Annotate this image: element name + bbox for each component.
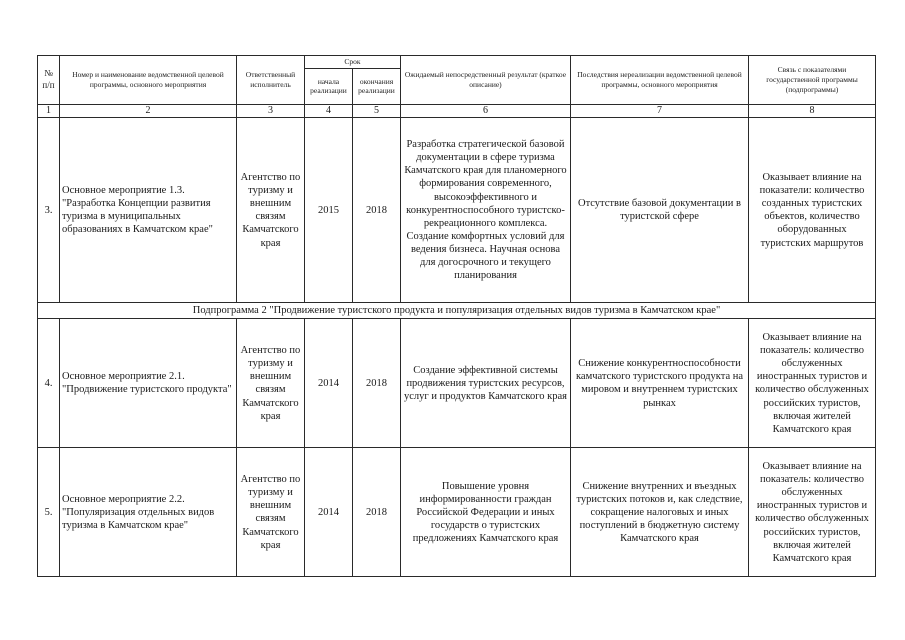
- row-start: 2015: [305, 118, 353, 303]
- row-name: Основное мероприятие 1.3. "Разработка Концепции развития туризма в муниципальных образованиях в Камчатском крае": [60, 118, 237, 303]
- row-responsible: Агентство по туризму и внешним связям Камчатского края: [237, 448, 305, 577]
- header-consequences: Последствия нереализации ведомственной целевой программы, основного мероприятия: [571, 56, 749, 105]
- row-consequences: Отсутствие базовой документации в туристской сфере: [571, 118, 749, 303]
- row-end: 2018: [353, 319, 401, 448]
- row-end: 2018: [353, 448, 401, 577]
- row-result: Создание эффективной системы продвижения туристских ресурсов, услуг и продуктов Камчатского края: [401, 319, 571, 448]
- column-numbers-row: [38, 104, 876, 118]
- header-responsible: Ответственный исполнитель: [237, 56, 305, 105]
- header-link: Связь с показателями государственной программы (подпрограммы): [749, 56, 876, 105]
- header-end: окончания реализации: [353, 68, 401, 104]
- column-number: 7: [571, 104, 749, 118]
- column-number: 2: [60, 104, 237, 118]
- row-result: Повышение уровня информированности граждан Российской Федерации и иных государств о туристских предложениях Камчатского края: [401, 448, 571, 577]
- table-row: [38, 448, 876, 577]
- column-number: 8: [749, 104, 876, 118]
- header-num: № п/п: [38, 56, 60, 105]
- row-name: Основное мероприятие 2.2. "Популяризация отдельных видов туризма в Камчатском крае": [60, 448, 237, 577]
- row-name: Основное мероприятие 2.1. "Продвижение туристского продукта": [60, 319, 237, 448]
- row-num: 3.: [38, 118, 60, 303]
- row-consequences: Снижение внутренних и въездных туристских потоков и, как следствие, сокращение налоговых и иных поступлений в бюджетную систему Камчатского края: [571, 448, 749, 577]
- row-responsible: Агентство по туризму и внешним связям Камчатского края: [237, 118, 305, 303]
- table-row: [38, 118, 876, 303]
- row-start: 2014: [305, 448, 353, 577]
- header-start: начала реализации: [305, 68, 353, 104]
- header-result: Ожидаемый непосредственный результат (краткое описание): [401, 56, 571, 105]
- header-term: Срок: [305, 56, 401, 69]
- header-name: Номер и наименование ведомственной целевой программы, основного мероприятия: [60, 56, 237, 105]
- measures-table: [37, 55, 876, 577]
- row-link: Оказывает влияние на показатели: количество созданных туристских объектов, количество оборудованных туристских маршрутов: [749, 118, 876, 303]
- row-end: 2018: [353, 118, 401, 303]
- row-link: Оказывает влияние на показатель: количество обслуженных иностранных туристов и количество обслуженных российских туристов, включая жителей Камчатского края: [749, 448, 876, 577]
- column-number: 1: [38, 104, 60, 118]
- column-number: 5: [353, 104, 401, 118]
- row-responsible: Агентство по туризму и внешним связям Камчатского края: [237, 319, 305, 448]
- column-number: 4: [305, 104, 353, 118]
- column-number: 6: [401, 104, 571, 118]
- row-start: 2014: [305, 319, 353, 448]
- subprogram-row: [38, 303, 876, 319]
- row-link: Оказывает влияние на показатель: количество обслуженных иностранных туристов и количество обслуженных российских туристов, включая жителей Камчатского края: [749, 319, 876, 448]
- row-result: Разработка стратегической базовой документации в сфере туризма Камчатского края для планомерного формирования современного, высокоэффективного и конкурентноспособного туристско-рекреационного комплекса. Создание комфортных условий для ведения бизнеса. Научная основа для догосрочного и текущего планирования: [401, 118, 571, 303]
- row-consequences: Снижение конкурентноспособности камчатского туристского продукта на мировом и внутреннем туристских рынках: [571, 319, 749, 448]
- row-num: 4.: [38, 319, 60, 448]
- column-number: 3: [237, 104, 305, 118]
- table-row: [38, 319, 876, 448]
- row-num: 5.: [38, 448, 60, 577]
- subprogram-title: Подпрограмма 2 "Продвижение туристского продукта и популяризация отдельных видов туризма в Камчатском крае": [38, 303, 876, 319]
- header-row-1: [38, 56, 876, 69]
